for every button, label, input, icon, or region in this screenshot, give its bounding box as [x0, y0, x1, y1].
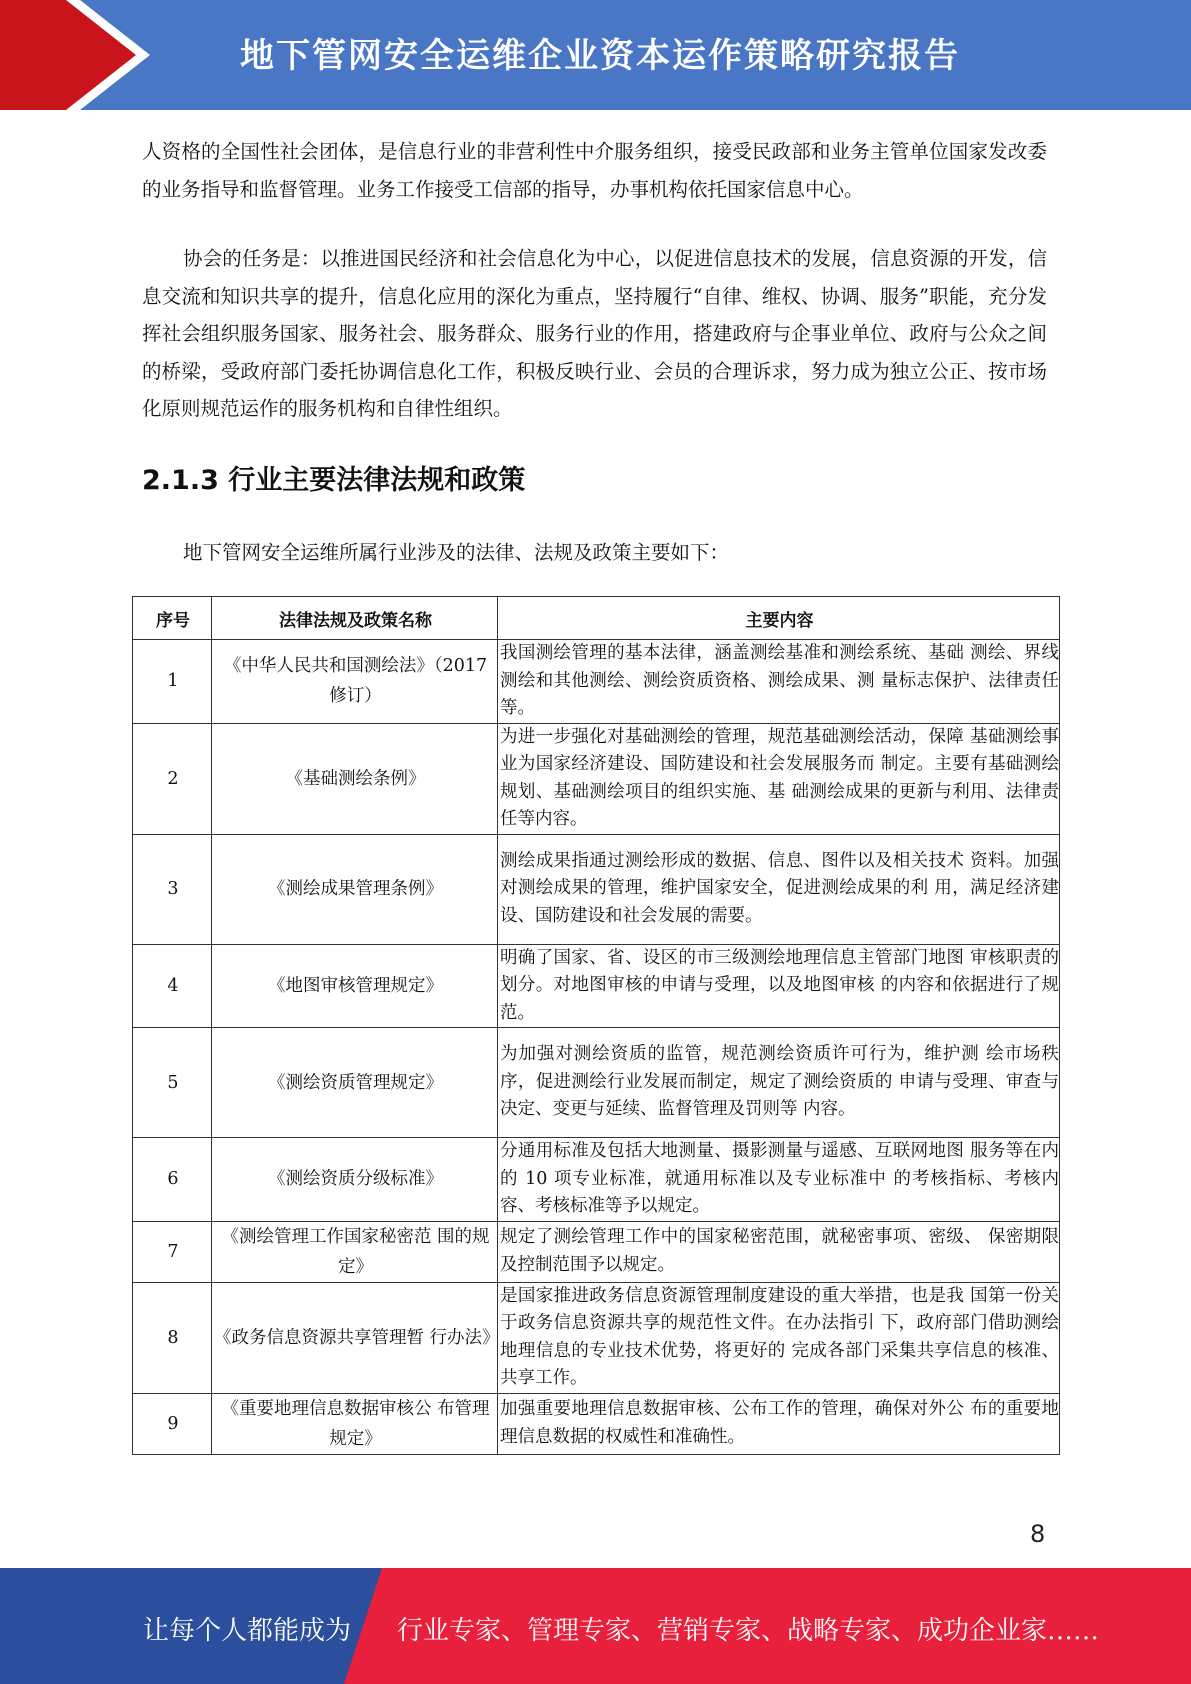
header-serial-number: 序号 — [133, 597, 212, 640]
law-name: 《测绘资质管理规定》 — [212, 1028, 498, 1138]
law-content: 我国测绘管理的基本法律，涵盖测绘基准和测绘系统、基础 测绘、界线测绘和其他测绘、测绘资质资格、测绘成果、测 量标志保护、法律责任等。 — [498, 640, 1060, 724]
law-content: 规定了测绘管理工作中的国家秘密范围，就秘密事项、密级、 保密期限及控制范围予以规定。 — [498, 1221, 1060, 1282]
law-name: 《测绘管理工作国家秘密范 围的规定》 — [212, 1221, 498, 1282]
footer-slogan-left: 让每个人都能成为 — [143, 1616, 352, 1646]
header-law-name: 法律法规及政策名称 — [212, 597, 498, 640]
law-name: 《测绘成果管理条例》 — [212, 834, 498, 944]
law-name: 《政务信息资源共享管理暂 行办法》 — [212, 1282, 498, 1393]
row-number: 6 — [133, 1138, 212, 1222]
law-content: 为进一步强化对基础测绘的管理，规范基础测绘活动，保障 基础测绘事业为国家经济建设、国防建设和社会发展服务而 制定。主要有基础测绘规划、基础测绘项目的组织实施、基 础测绘成果的更新与利用、法律责任等内容。 — [498, 723, 1060, 834]
row-number: 9 — [133, 1393, 212, 1454]
page-header-banner — [0, 0, 1191, 110]
table-intro-text: 地下管网安全运维所属行业涉及的法律、法规及政策主要如下： — [183, 541, 730, 564]
row-number: 3 — [133, 834, 212, 944]
row-number: 1 — [133, 640, 212, 724]
law-content: 为加强对测绘资质的监管，规范测绘资质许可行为，维护测 绘市场秩序，促进测绘行业发展而制定，规定了测绘资质的 申请与受理、审查与决定、变更与延续、监督管理及罚则等 内容。 — [498, 1028, 1060, 1138]
row-number: 5 — [133, 1028, 212, 1138]
paragraph-association-status: 人资格的全国性社会团体，是信息行业的非营利性中介服务组织，接受民政部和业务主管单位国家发改委的业务指导和监督管理。业务工作接受工信部的指导，办事机构依托国家信息中心。 — [142, 140, 1047, 201]
table-header-row — [133, 597, 1060, 640]
table-row — [133, 834, 1060, 944]
page-number: 8 — [1030, 1520, 1046, 1548]
law-name: 《测绘资质分级标准》 — [212, 1138, 498, 1222]
page-footer-banner — [0, 1568, 1191, 1684]
table-row — [133, 1221, 1060, 1282]
table-row — [133, 723, 1060, 834]
row-number: 7 — [133, 1221, 212, 1282]
header-red-arrow-decoration — [0, 0, 150, 110]
law-name: 《基础测绘条例》 — [212, 723, 498, 834]
law-name: 《地图审核管理规定》 — [212, 944, 498, 1028]
law-name: 《重要地理信息数据审核公 布管理规定》 — [212, 1393, 498, 1454]
law-content: 分通用标准及包括大地测量、摄影测量与遥感、互联网地图 服务等在内的 10 项专业标准，就通用标准以及专业标准中 的考核指标、考核内容、考核标准等予以规定。 — [498, 1138, 1060, 1222]
row-number: 2 — [133, 723, 212, 834]
section-heading: 2.1.3 行业主要法律法规和政策 — [142, 465, 526, 496]
law-content: 加强重要地理信息数据审核、公布工作的管理，确保对外公 布的重要地理信息数据的权威性和准确性。 — [498, 1393, 1060, 1454]
table-row — [133, 1028, 1060, 1138]
law-name: 《中华人民共和国测绘法》（2017 修订） — [212, 640, 498, 724]
law-content: 是国家推进政务信息资源管理制度建设的重大举措，也是我 国第一份关于政务信息资源共享的规范性文件。在办法指引 下，政府部门借助测绘地理信息的专业技术优势，将更好的 完成各部门采集共享信息的核准、共享工作。 — [498, 1282, 1060, 1393]
law-content: 测绘成果指通过测绘形成的数据、信息、图件以及相关技术 资料。加强对测绘成果的管理，维护国家安全，促进测绘成果的利 用，满足经济建设、国防建设和社会发展的需要。 — [498, 834, 1060, 944]
table-row — [133, 640, 1060, 724]
table-row — [133, 1393, 1060, 1454]
table-row — [133, 1282, 1060, 1393]
row-number: 8 — [133, 1282, 212, 1393]
header-main-content: 主要内容 — [498, 597, 1060, 640]
paragraph-association-tasks: 协会的任务是：以推进国民经济和社会信息化为中心，以促进信息技术的发展，信息资源的开发，信息交流和知识共享的提升，信息化应用的深化为重点，坚持履行“自律、维权、协调、服务”职能，充分发挥社会组织服务国家、服务社会、服务群众、服务行业的作用，搭建政府与企事业单位、政府与公众之间的桥梁，受政府部门委托协调信息化工作，积极反映行业、会员的合理诉求，努力成为独立公正、按市场化原则规范运作的服务机构和自律性组织。 — [142, 247, 1047, 420]
report-title: 地下管网安全运维企业资本运作策略研究报告 — [240, 36, 960, 76]
table-row — [133, 944, 1060, 1028]
laws-regulations-table — [132, 596, 1060, 1455]
table-row — [133, 1138, 1060, 1222]
footer-slogan-right: 行业专家、管理专家、营销专家、战略专家、成功企业家…… — [397, 1616, 1100, 1646]
row-number: 4 — [133, 944, 212, 1028]
law-content: 明确了国家、省、设区的市三级测绘地理信息主管部门地图 审核职责的划分。对地图审核的申请与受理，以及地图审核 的内容和依据进行了规范。 — [498, 944, 1060, 1028]
